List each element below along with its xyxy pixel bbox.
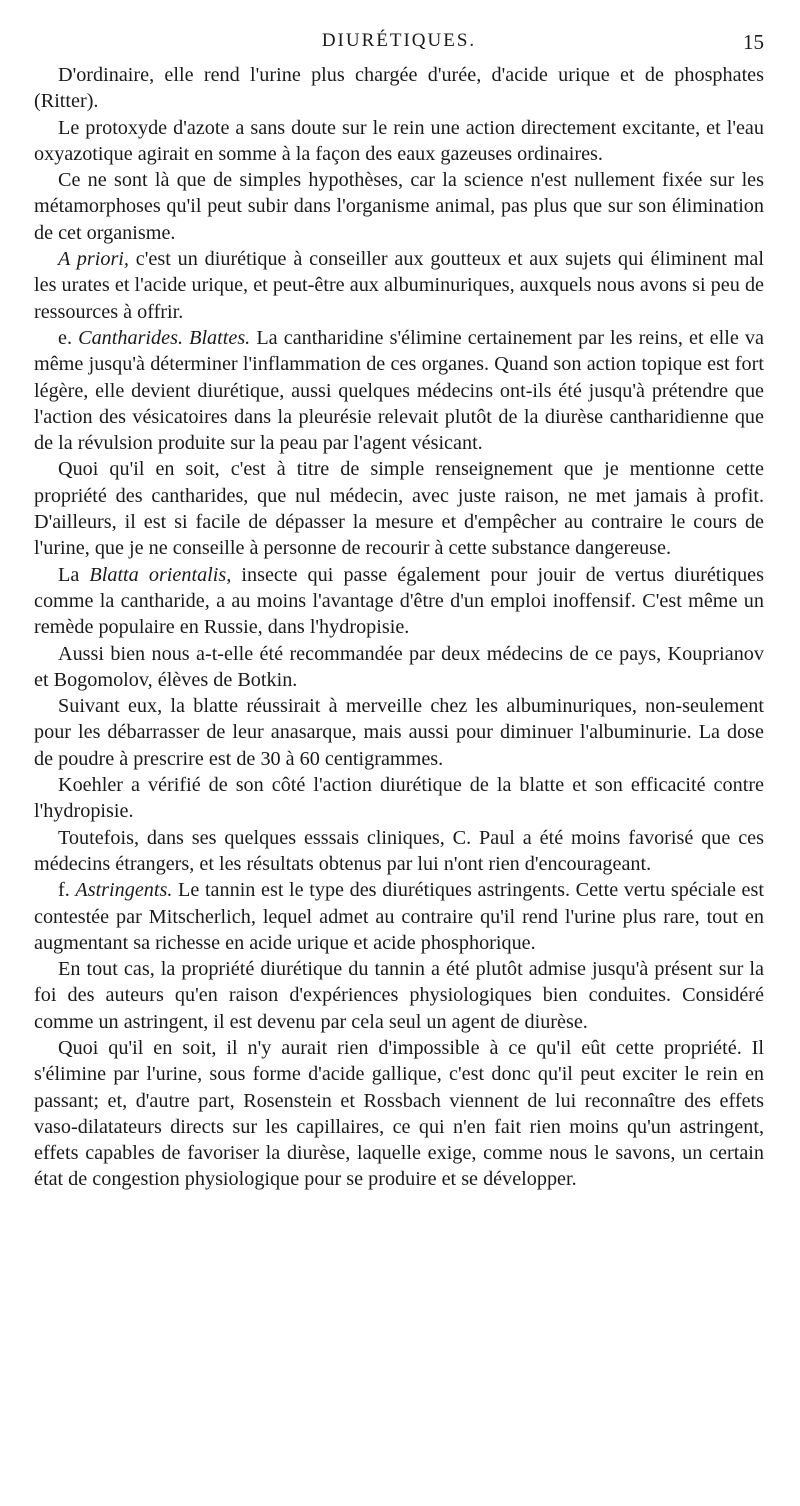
text-run: Quoi qu'il en soit, c'est à titre de simple renseignement que je mentionne cette propriété des cantharides, que nul médecin, avec juste raison, ne met jamais à profit. D'ailleurs, il est si facile de dépasser la mesure et d'empêcher au contraire le cours de l'urine, que je ne conseille à personne de recourir à cette substance dangereuse. [34, 458, 764, 560]
paragraph [34, 772, 764, 825]
paragraph [34, 877, 764, 956]
text-run: e. [58, 326, 79, 349]
paragraph [34, 693, 764, 772]
text-run: La [58, 563, 90, 586]
italic-run: Astringents. [75, 879, 173, 902]
paragraph [34, 825, 764, 878]
text-run: Aussi bien nous a-t-elle été recommandée par deux médecins de ce pays, Kouprianov et Bogomolov, élèves de Botkin. [34, 642, 764, 691]
paragraph [34, 956, 764, 1035]
text-run: Le protoxyde d'azote a sans doute sur le rein une action directement excitante, et l'eau oxyazotique agirait en somme à la façon des eaux gazeuses ordinaires. [34, 116, 764, 165]
page-number: 15 [743, 30, 764, 54]
text-run: Le tannin est le type des diurétiques astringents. Cette vertu spéciale est contestée par Mitscherlich, lequel admet au contraire qu'il rend l'urine plus rare, tout en augmentant sa richesse en acide urique et acide phosphorique. [34, 879, 764, 954]
paragraph [34, 641, 764, 694]
text-run: insecte qui passe également pour jouir de vertus diurétiques comme la cantharide, a au moins l'avantage d'être d'un emploi inoffensif. C'est même un remède populaire en Russie, dans l'hydropisie. [34, 563, 764, 639]
text-run: c'est un diurétique à conseiller aux goutteux et aux sujets qui éliminent mal les urates et l'acide urique, et peut-être aux albuminuriques, auxquels nous avons si peu de ressources à offrir. [34, 248, 764, 323]
paragraph [34, 456, 764, 561]
paragraph [34, 115, 764, 168]
text-run: Ce ne sont là que de simples hypothèses, car la science n'est nullement fixée sur les métamorphoses qu'il peut subir dans l'organisme animal, pas plus que sur son élimination de cet organisme. [34, 169, 764, 244]
text-run: Suivant eux, la blatte réussirait à merveille chez les albuminuriques, non-seulement pour les débarrasser de leur anasarque, mais aussi pour diminuer l'albuminurie. La dose de poudre à prescrire est de 30 à 60 centigrammes. [34, 695, 764, 770]
text-run: Koehler a vérifié de son côté l'action diurétique de la blatte et son efficacité contre l'hydropisie. [34, 774, 764, 823]
running-title: DIURÉTIQUES. [321, 30, 477, 51]
running-head [34, 30, 764, 58]
italic-run: A priori, [58, 248, 129, 271]
paragraph [34, 246, 764, 325]
body-text [34, 62, 764, 1193]
paragraph [34, 62, 764, 115]
text-run: f. [58, 879, 76, 902]
paragraph [34, 167, 764, 246]
text-run: Toutefois, dans ses quelques esssais cliniques, C. Paul a été moins favorisé que ces médecins étrangers, et les résultats obtenus par lui n'ont rien d'encourageant. [34, 826, 764, 875]
text-run: Quoi qu'il en soit, il n'y aurait rien d'impossible à ce qu'il eût cette propriété. Il s'élimine par l'urine, sous forme d'acide gallique, c'est donc qu'il peut exciter le rein en passant; et, d'autre part, Rosenstein et Rossbach viennent de lui reconnaître des effets vaso-dilatateurs directs sur les capillaires, ce qui n'en fait rien moins qu'un astringent, effets capables de favoriser la diurèse, laquelle exige, comme nous le savons, un certain état de congestion physiologique pour se produire et se développer. [34, 1036, 764, 1191]
paragraph [34, 562, 764, 641]
text-run: En tout cas, la propriété diurétique du tannin a été plutôt admise jusqu'à présent sur la foi des auteurs qu'en raison d'expériences physiologiques bien conduites. Considéré comme un astringent, il est devenu par cela seul un agent de diurèse. [34, 958, 764, 1033]
italic-run: Cantharides. Blattes. [78, 326, 251, 349]
italic-run: Blatta orientalis, [89, 563, 232, 586]
text-run: D'ordinaire, elle rend l'urine plus chargée d'urée, d'acide urique et de phosphates (Ritter). [34, 64, 764, 113]
paragraph [34, 325, 764, 456]
paragraph [34, 1035, 764, 1193]
text-run: La cantharidine s'élimine certainement par les reins, et elle va même jusqu'à déterminer l'inflammation de ces organes. Quand son action topique est fort légère, elle devient diurétique, aussi quelques médecins ont-ils été jusqu'à prétendre que l'action des vésicatoires dans la pleurésie relevait plutôt de la diurèse cantharidienne que de la révulsion produite sur la peau par l'agent vésicant. [34, 326, 764, 455]
